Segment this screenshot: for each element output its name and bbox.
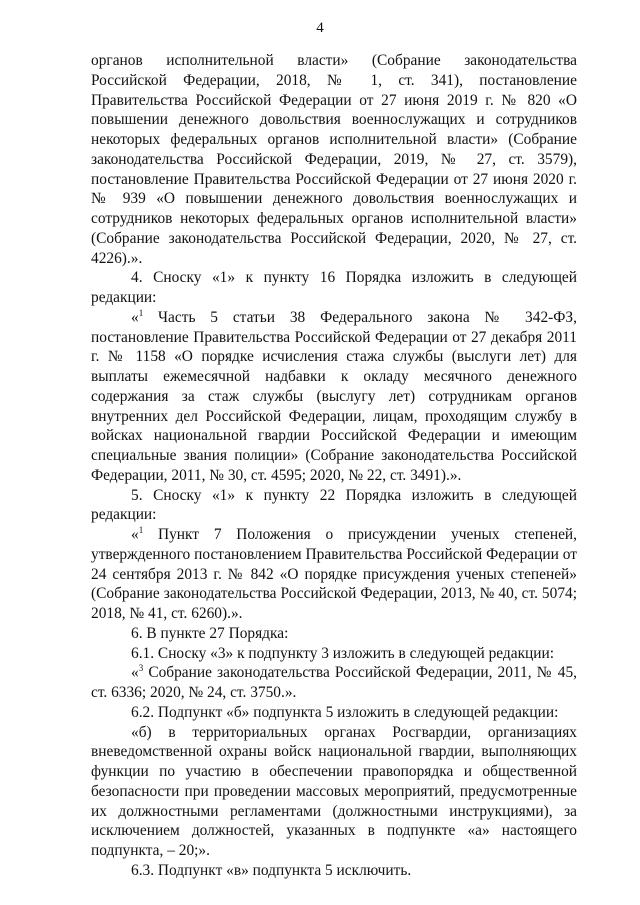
paragraph-item-6: 6. В пункте 27 Порядка: — [131, 624, 289, 642]
document-body — [91, 51, 577, 881]
footnote-marker: 1 — [138, 307, 144, 318]
paragraph-footnote-1-text-b — [91, 525, 577, 624]
paragraph-item-5: 5. Сноску «1» к пункту 22 Порядка изложить в следующей редакции: — [91, 486, 577, 524]
footnote-marker: 1 — [138, 525, 144, 535]
footnote-marker: 3 — [138, 663, 144, 674]
paragraph-footnote-3-text — [91, 663, 577, 703]
quote-open: « — [131, 526, 139, 543]
paragraph-item-6-1: 6.1. Сноску «3» к подпункту 3 изложить в следующей редакции: — [131, 644, 555, 662]
footnote-text: Часть 5 статьи 38 Федерального закона № 342-ФЗ, постановление Правительства Российской Федерации от 27 декабря 2011 г. № 1158 «О порядке исчисления стажа службы (выслуги лет) для выплаты ежемесячной надбавки к окладу месячного денежного содержания за стаж службы (выслугу лет) сотрудникам органов внутренних дел Российской Федерации, лицам, проходящим службу в войсках национальной гвардии Российской Федерации и имеющим специальные звания полиции» (Собрание законодательства Российской Федерации, 2011, № 30, ст. 4595; 2020, № 22, ст. 3491).». — [91, 308, 577, 484]
quote-open: « — [131, 308, 139, 326]
paragraph-item-4: 4. Сноску «1» к пункту 16 Порядка изложить в следующей редакции: — [91, 269, 577, 306]
footnote-text: Собрание законодательства Российской Федерации, 2011, № 45, ст. 6336; 2020, № 24, ст. 3750.». — [91, 664, 577, 701]
paragraph-continuation: органов исполнительной власти» (Собрание законодательства Российской Федерации, 2018, № 1, ст. 341), постановление Правительства Российской Федерации от 27 июня 2019 г. № 820 «О повышении денежного довольствия военнослужащих и сотрудников некоторых федеральных органов исполнительной власти» (Собрание законодательства Российской Федерации, 2019, № 27, ст. 3579), постановление Правительства Российской Федерации от 27 июня 2020 г. № 939 «О повышении денежного довольствия военнослужащих и сотрудников некоторых федеральных органов исполнительной власти» (Собрание законодательства Российской Федерации, 2020, № 27, ст. 4226).». — [91, 52, 577, 267]
paragraph-item-6-2: 6.2. Подпункт «б» подпункта 5 изложить в следующей редакции: — [131, 703, 559, 721]
paragraph-item-6-3: 6.3. Подпункт «в» подпункта 5 исключить. — [131, 861, 412, 879]
quote-open: « — [131, 664, 139, 682]
paragraph-footnote-1-text-a — [91, 308, 577, 486]
paragraph-subitem-b-text: «б) в территориальных органах Росгвардии, организациях вневедомственной охраны войск национальной гвардии, выполняющих функции по участию в обеспечении правопорядка и общественной безопасности при проведении массовых мероприятий, предусмотренные их должностными регламентами (должностными инструкциями), за исключением должностей, указанных в подпункте «а» настоящего подпункта, – 20;». — [91, 723, 577, 859]
footnote-text: Пункт 7 Положения о присуждении ученых степеней, утвержденного постановлением Правительства Российской Федерации от 24 сентября 2013 г. № 842 «О порядке присуждения ученых степеней» (Собрание законодательства Российской Федерации, 2013, № 40, ст. 5074; 2018, № 41, ст. 6260).». — [91, 526, 577, 622]
page-number: 4 — [316, 20, 324, 36]
